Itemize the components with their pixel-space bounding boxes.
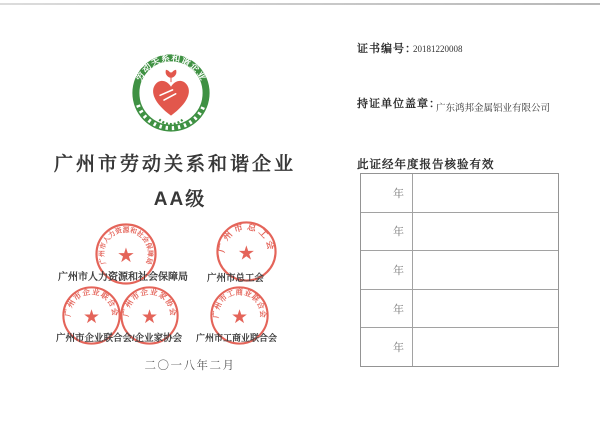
seal-arc-text: 广州市企业联合会 (63, 287, 120, 318)
table-row (361, 327, 558, 366)
holder-stamp-label: 持证单位盖章： (357, 98, 441, 110)
table-row (361, 174, 558, 212)
certificate-title: 广州市劳动关系和谐企业 (53, 154, 296, 175)
table-row (361, 212, 558, 251)
seal-arc-text: 广州市工商业联合会 (211, 287, 268, 319)
review-blank-cell (413, 251, 558, 289)
cert-number-value: 20181220008 (413, 44, 463, 54)
issuer-label-hr-bureau: 广州市人力资源和社会保障局 (58, 272, 188, 283)
year-cell: 年 (361, 251, 413, 289)
star-icon: ★ (82, 307, 101, 329)
logo-arc-text: 劳动关系和谐企业 (133, 54, 209, 83)
review-blank-cell (413, 290, 558, 328)
scan-edge-line (0, 3, 600, 5)
annual-review-title: 此证经年度报告核验有效 (357, 159, 495, 171)
seal-arc-text: 广州市总工会 (216, 221, 277, 254)
table-row (361, 289, 558, 328)
review-blank-cell (413, 328, 558, 366)
review-blank-cell (413, 213, 558, 251)
seal-arc-text: 广州市人力资源和社会保障局 (98, 226, 154, 266)
annual-review-table (360, 173, 559, 367)
issuer-label-enterprise-assoc: 广州市企业联合会/企业家协会 (56, 333, 183, 344)
issuer-label-trade-union: 广州市总工会 (207, 273, 265, 284)
year-cell: 年 (361, 290, 413, 328)
cert-number-label: 证书编号： (357, 43, 417, 55)
certificate-grade: AA级 (153, 189, 207, 210)
year-cell: 年 (361, 174, 413, 212)
star-icon: ★ (237, 242, 256, 265)
year-cell: 年 (361, 213, 413, 251)
seal-arc-text: 广州市企业家协会 (121, 287, 178, 318)
logo-emblem-icon (132, 54, 210, 132)
star-icon: ★ (117, 245, 135, 267)
star-icon: ★ (230, 307, 249, 329)
issuer-label-industry-commerce: 广州市工商业联合会 (196, 333, 278, 343)
issue-date: 二〇一八年二月 (144, 360, 236, 372)
star-icon: ★ (140, 307, 159, 329)
review-blank-cell (413, 174, 558, 212)
table-row (361, 250, 558, 289)
holder-company-name: 广东鸿邦金属铝业有限公司 (436, 104, 551, 114)
year-cell: 年 (361, 328, 413, 366)
harmonious-enterprise-logo (132, 54, 210, 132)
